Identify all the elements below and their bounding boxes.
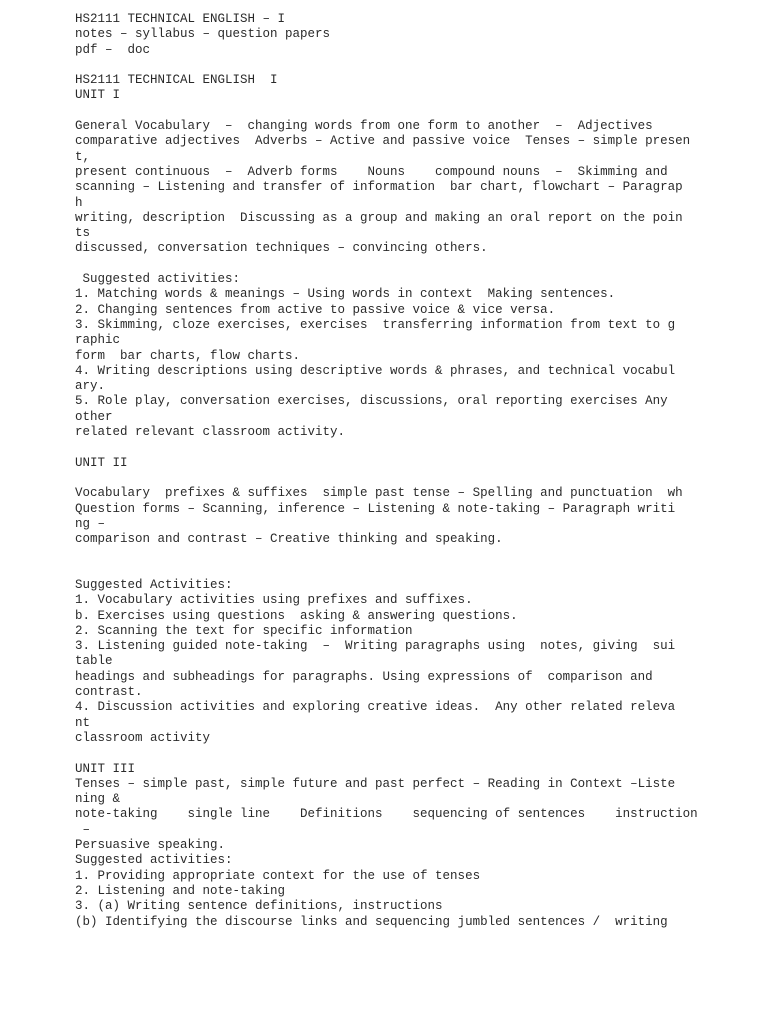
document-line: [75, 257, 755, 272]
document-line: Suggested Activities:: [75, 577, 233, 592]
document-line: contrast.: [75, 685, 143, 700]
document-line: [75, 547, 755, 562]
document-line: ning &: [75, 792, 121, 807]
document-line: [75, 58, 755, 73]
document-line: Tenses – simple past, simple future and past perfect – Reading in Context –Liste: [75, 776, 676, 791]
document-line: [75, 563, 755, 578]
document-line: scanning – Listening and transfer of information bar chart, flowchart – Paragrap: [75, 180, 683, 195]
document-line: UNIT I: [75, 88, 121, 103]
document-line: [75, 746, 755, 761]
document-line: 1. Matching words & meanings – Using words in context Making sentences.: [75, 287, 616, 302]
document-line: classroom activity: [75, 730, 211, 745]
document-line: 4. Writing descriptions using descriptive words & phrases, and technical vocabul: [75, 363, 676, 378]
document-line: HS2111 TECHNICAL ENGLISH I: [75, 73, 278, 88]
document-line: nt: [75, 715, 91, 730]
document-line: –: [75, 822, 91, 837]
document-text: [75, 12, 755, 930]
document-line: b. Exercises using questions asking & answering questions.: [75, 608, 518, 623]
document-line: (b) Identifying the discourse links and sequencing jumbled sentences / writing: [75, 914, 668, 929]
document-line: 5. Role play, conversation exercises, discussions, oral reporting exercises Any: [75, 394, 668, 409]
document-line: 1. Vocabulary activities using prefixes and suffixes.: [75, 593, 473, 608]
document-line: writing, description Discussing as a group and making an oral report on the poin: [75, 210, 683, 225]
document-line: General Vocabulary – changing words from one form to another – Adjectives: [75, 119, 653, 134]
document-line: note-taking single line Definitions sequencing of sentences instruction: [75, 807, 698, 822]
document-line: comparative adjectives Adverbs – Active and passive voice Tenses – simple presen: [75, 134, 691, 149]
document-line: 2. Changing sentences from active to passive voice & vice versa.: [75, 302, 556, 317]
document-line: ng –: [75, 516, 106, 531]
document-line: raphic: [75, 333, 121, 348]
document-line: 2. Scanning the text for specific information: [75, 623, 413, 638]
document-line: [75, 104, 755, 119]
document-line: headings and subheadings for paragraphs. Using expressions of comparison and: [75, 669, 653, 684]
document-line: 3. (a) Writing sentence definitions, instructions: [75, 899, 443, 914]
document-line: HS2111 TECHNICAL ENGLISH – I: [75, 12, 286, 26]
document-line: Question forms – Scanning, inference – Listening & note-taking – Paragraph writi: [75, 501, 676, 516]
document-line: present continuous – Adverb forms Nouns compound nouns – Skimming and: [75, 164, 668, 179]
document-line: Vocabulary prefixes & suffixes simple past tense – Spelling and punctuation wh: [75, 486, 683, 501]
document-line: table: [75, 654, 113, 669]
document-line: 4. Discussion activities and exploring creative ideas. Any other related releva: [75, 700, 676, 715]
document-line: notes – syllabus – question papers: [75, 27, 331, 42]
document-line: Suggested activities:: [75, 853, 233, 868]
document-line: h: [75, 195, 83, 210]
document-line: Persuasive speaking.: [75, 838, 226, 853]
document-line: other: [75, 409, 113, 424]
document-line: 3. Listening guided note-taking – Writing paragraphs using notes, giving sui: [75, 639, 676, 654]
document-line: 2. Listening and note-taking: [75, 883, 286, 898]
document-line: 3. Skimming, cloze exercises, exercises transferring information from text to g: [75, 317, 676, 332]
document-line: [75, 440, 755, 455]
document-line: comparison and contrast – Creative thinking and speaking.: [75, 532, 503, 547]
document-line: ts: [75, 226, 91, 241]
document-line: UNIT III: [75, 761, 136, 776]
document-line: form bar charts, flow charts.: [75, 348, 301, 363]
document-line: related relevant classroom activity.: [75, 425, 346, 440]
document-line: pdf – doc: [75, 42, 151, 57]
document-line: 1. Providing appropriate context for the use of tenses: [75, 868, 481, 883]
document-line: [75, 471, 755, 486]
document-line: Suggested activities:: [75, 272, 241, 287]
document-line: UNIT II: [75, 455, 128, 470]
document-line: discussed, conversation techniques – convincing others.: [75, 241, 488, 256]
document-line: t,: [75, 149, 91, 164]
document-line: ary.: [75, 379, 106, 394]
